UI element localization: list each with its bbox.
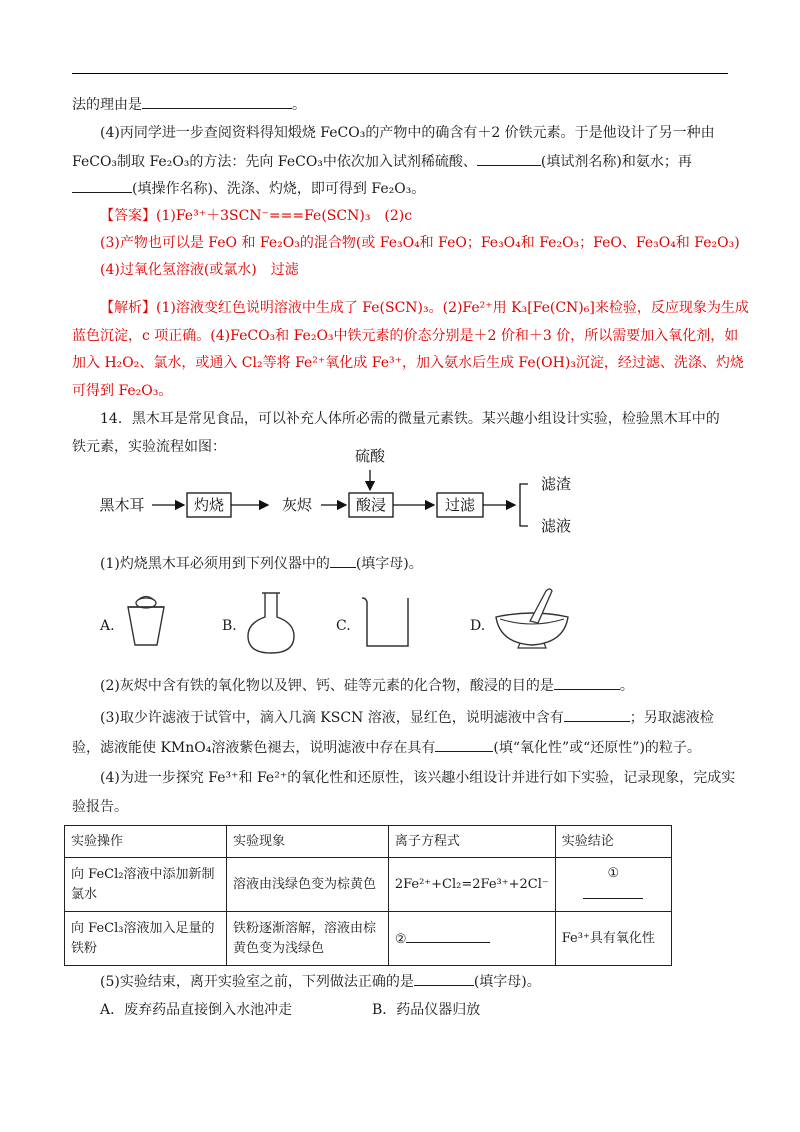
q14-option-a: A．废弃药品直接倒入水池冲走 — [100, 1002, 293, 1018]
table-cell-blank-1: ① — [555, 858, 671, 912]
table-cell: 溶液由浅绿色变为棕黄色 — [226, 858, 388, 912]
explanation-line-1: 【解析】(1)溶液变红色说明溶液中生成了 Fe(SCN)₃。(2)Fe²⁺用 K₃[Fe(CN)₆]来检验，反应现象为生成 — [100, 300, 749, 316]
table-header-cell: 实验现象 — [226, 826, 388, 858]
q14-part3-line1: (3)取少许滤液于试管中，滴入几滴 KSCN 溶液，显红色，说明滤液中含有 ；另取滤液检 — [100, 707, 728, 728]
table-header-row — [65, 826, 672, 858]
table-cell: Fe³⁺具有氧化性 — [555, 912, 671, 966]
option-c-label: C. — [336, 618, 351, 634]
crucible-icon — [124, 593, 168, 649]
q14-part4-line2: 验报告。 — [72, 799, 128, 815]
table-cell: 铁粉逐渐溶解，溶液由棕黄色变为浅绿色 — [226, 912, 388, 966]
table-row — [65, 858, 672, 912]
process-flowchart — [0, 440, 800, 550]
explanation-line-2: 蓝色沉淀，c 项正确。(4)FeCO₃和 Fe₂O₃中铁元素的价态分别是＋2 价和＋3 价，所以需要加入氧化剂，如 — [72, 328, 739, 344]
table-header-cell: 实验操作 — [65, 826, 227, 858]
flow-filtrate-label: 滤液 — [540, 517, 572, 535]
experiment-report-table — [64, 825, 672, 966]
option-b-label: B. — [222, 618, 237, 634]
q14-intro-line2: 铁元素，实验流程如图： — [72, 439, 226, 455]
round-flask-icon — [244, 591, 298, 655]
table-header-cell: 实验结论 — [555, 826, 671, 858]
q14-option-b: B．药品仪器归放 — [372, 1002, 481, 1018]
q14-part4-line1: (4)为进一步探究 Fe³⁺和 Fe²⁺的氧化性和还原性，该兴趣小组设计并进行如下实验，记录现象，完成实 — [100, 770, 736, 786]
beaker-icon — [358, 594, 414, 650]
q14-intro-line1: 14．黑木耳是常见食品，可以补充人体所必需的微量元素铁。某兴趣小组设计实验，检验黑木耳中的 — [100, 411, 720, 427]
answer-line-2: (3)产物也可以是 FeO 和 Fe₂O₃的混合物(或 Fe₃O₄和 FeO；Fe₃O₄和 Fe₂O₃；FeO、Fe₃O₄和 Fe₂O₃) — [100, 235, 740, 251]
option-d-label: D. — [470, 618, 486, 634]
flow-mid-label: 灰烬 — [281, 496, 313, 514]
q13-part4-line3: (填操作名称)、洗涤、灼烧，即可得到 Fe₂O₃。 — [72, 178, 728, 199]
mortar-pestle-icon — [494, 585, 570, 649]
table-header-cell: 离子方程式 — [388, 826, 555, 858]
flow-step1-label: 灼烧 — [193, 496, 225, 514]
q14-part2: (2)灰烬中含有铁的氧化物以及钾、钙、硅等元素的化合物，酸浸的目的是 。 — [100, 675, 728, 696]
explanation-line-3: 加入 H₂O₂、氯水，或通入 Cl₂等将 Fe²⁺氧化成 Fe³⁺，加入氨水后生成 Fe(OH)₃沉淀，经过滤、洗涤、灼烧 — [72, 355, 744, 371]
q14-part1: (1)灼烧黑木耳必须用到下列仪器中的 (填字母)。 — [100, 553, 728, 574]
flow-start-label: 黑木耳 — [99, 496, 145, 514]
table-cell: 向 FeCl₃溶液加入足量的铁粉 — [65, 912, 227, 966]
q14-part3-line2: 验，滤液能使 KMnO₄溶液紫色褪去，说明滤液中存在具有 (填“氧化性”或“还原性”)的粒子。 — [72, 737, 728, 758]
option-a-label: A. — [100, 618, 115, 634]
explanation-line-4: 可得到 Fe₂O₃。 — [72, 383, 173, 399]
header-rule — [72, 73, 728, 74]
q13-continuation: 法的理由是 。 — [72, 94, 728, 115]
table-cell: 2Fe²⁺+Cl₂=2Fe³⁺+2Cl⁻ — [388, 858, 555, 912]
q13-part4-line1: (4)丙同学进一步查阅资料得知煅烧 FeCO₃的产物中的确含有＋2 价铁元素。于是他设计了另一种由 — [100, 125, 715, 141]
flow-step2-label: 酸浸 — [355, 496, 387, 514]
flow-acid-label: 硫酸 — [354, 447, 386, 465]
answer-line-3: (4)过氧化氢溶液(或氯水) 过滤 — [100, 262, 299, 278]
table-cell: 向 FeCl₂溶液中添加新制氯水 — [65, 858, 227, 912]
flow-residue-label: 滤渣 — [540, 475, 572, 493]
table-cell-blank-2: ② — [388, 912, 555, 966]
flow-step3-label: 过滤 — [444, 496, 476, 514]
q13-part4-line2: FeCO₃制取 Fe₂O₃的方法：先向 FeCO₃中依次加入试剂稀硫酸、 (填试剂名称)和氨水；再 — [72, 151, 728, 172]
table-row — [65, 912, 672, 966]
answer-line-1: 【答案】(1)Fe³⁺＋3SCN⁻===Fe(SCN)₃ (2)c — [100, 208, 413, 224]
q14-part5: (5)实验结束，离开实验室之前，下列做法正确的是 (填字母)。 — [100, 971, 728, 992]
